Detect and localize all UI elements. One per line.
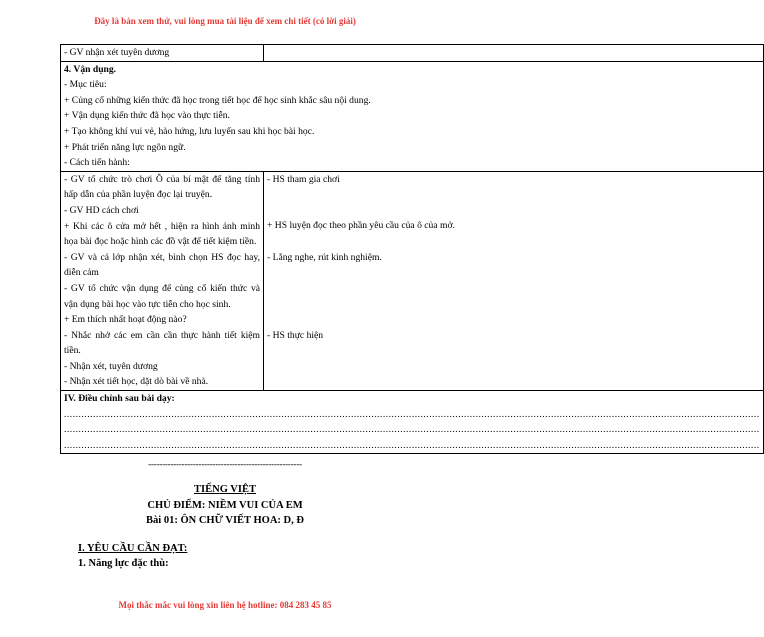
teacher-activity: - Nhận xét tiết học, dặt dò bài về nhà.	[64, 376, 209, 388]
lesson-plan-table	[60, 44, 764, 454]
teacher-comment: - GV nhận xét tuyên dương	[64, 47, 170, 58]
student-activity: - Lắng nghe, rút kinh nghiệm.	[267, 251, 382, 263]
teacher-activity: - Nhận xét, tuyên dương	[64, 360, 158, 372]
section-4-line: + Phát triển năng lực ngôn ngữ.	[64, 141, 186, 153]
section-4-line: - Mục tiêu:	[64, 79, 107, 91]
teacher-activity: - GV tổ chức trò chơi Ô của bí mật để tăng tính hấp dẫn của phần luyện đọc lại truyện.	[64, 173, 260, 201]
table-row	[61, 45, 764, 62]
table-cell	[264, 45, 764, 62]
section-4-cell	[61, 61, 764, 171]
section-4-line: - Cách tiến hành:	[64, 157, 130, 169]
table-cell	[61, 45, 264, 62]
requirements-subheading: 1. Năng lực đặc thù:	[78, 558, 169, 569]
teacher-activity: - Nhắc nhở các em cần cần thực hành tiết kiệm tiền.	[64, 329, 260, 357]
requirements-heading: I. YÊU CẦU CẦN ĐẠT:	[78, 543, 188, 554]
teacher-activity: + Khi các ô cửa mở hết , hiện ra hình ảnh minh họa bài đọc hoặc hình các đồ vật để tiết kiệm tiền.	[64, 220, 260, 248]
teacher-activity: + Em thích nhất hoạt động nào?	[64, 314, 187, 326]
hotline-footer: Mọi thắc mắc vui lòng xin liên hệ hotline: 084 283 45 85	[118, 600, 332, 610]
dotted-line: ................................................................................................................................................................................................................................................	[64, 439, 760, 451]
section-separator: -------------------------------------------------------	[148, 459, 302, 469]
section-4-line: + Tạo không khí vui vẻ, hào hứng, lưu luyến sau khi học bài học.	[64, 125, 315, 137]
section-4-line: + Củng cố những kiến thức đã học trong tiết học để học sinh khắc sâu nội dung.	[64, 94, 371, 106]
section-iv-cell	[61, 391, 764, 454]
student-activity: - HS thực hiện	[267, 329, 324, 341]
section-iv-title: IV. Điều chỉnh sau bài dạy:	[64, 393, 175, 405]
student-activity: + HS luyện đọc theo phần yêu cầu của ô của mở.	[267, 220, 455, 232]
student-activity: - HS tham gia chơi	[267, 173, 340, 185]
section-4-title: 4. Vận dụng.	[64, 63, 117, 75]
lesson-title: Bài 01: ÔN CHỮ VIẾT HOA: D, Đ	[146, 515, 304, 526]
teacher-activity: - GV HD cách chơi	[64, 204, 139, 216]
table-row	[61, 61, 764, 171]
subject-title: TIẾNG VIỆT	[194, 484, 256, 495]
table-row	[61, 391, 764, 454]
dotted-line: ................................................................................................................................................................................................................................................	[64, 408, 760, 420]
section-4-line: + Vận dụng kiến thức đã học vào thực tiễn.	[64, 110, 230, 122]
table-row	[61, 171, 764, 390]
teacher-activity: - GV và cả lớp nhận xét, bình chọn HS đọc hay, diễn cảm	[64, 251, 260, 279]
dotted-line: ................................................................................................................................................................................................................................................	[64, 424, 760, 436]
teacher-activity: - GV tổ chức vận dụng để củng cố kiến thức và vận dụng bài học vào tực tiễn cho học sinh.	[64, 282, 260, 310]
theme-title: CHỦ ĐIỂM: NIỀM VUI CỦA EM	[147, 500, 303, 511]
teacher-activities-cell	[61, 171, 264, 390]
student-activities-cell	[264, 171, 764, 390]
preview-banner: Đây là bản xem thử, vui lòng mua tài liệu để xem chi tiết (có lời giải)	[94, 16, 356, 26]
